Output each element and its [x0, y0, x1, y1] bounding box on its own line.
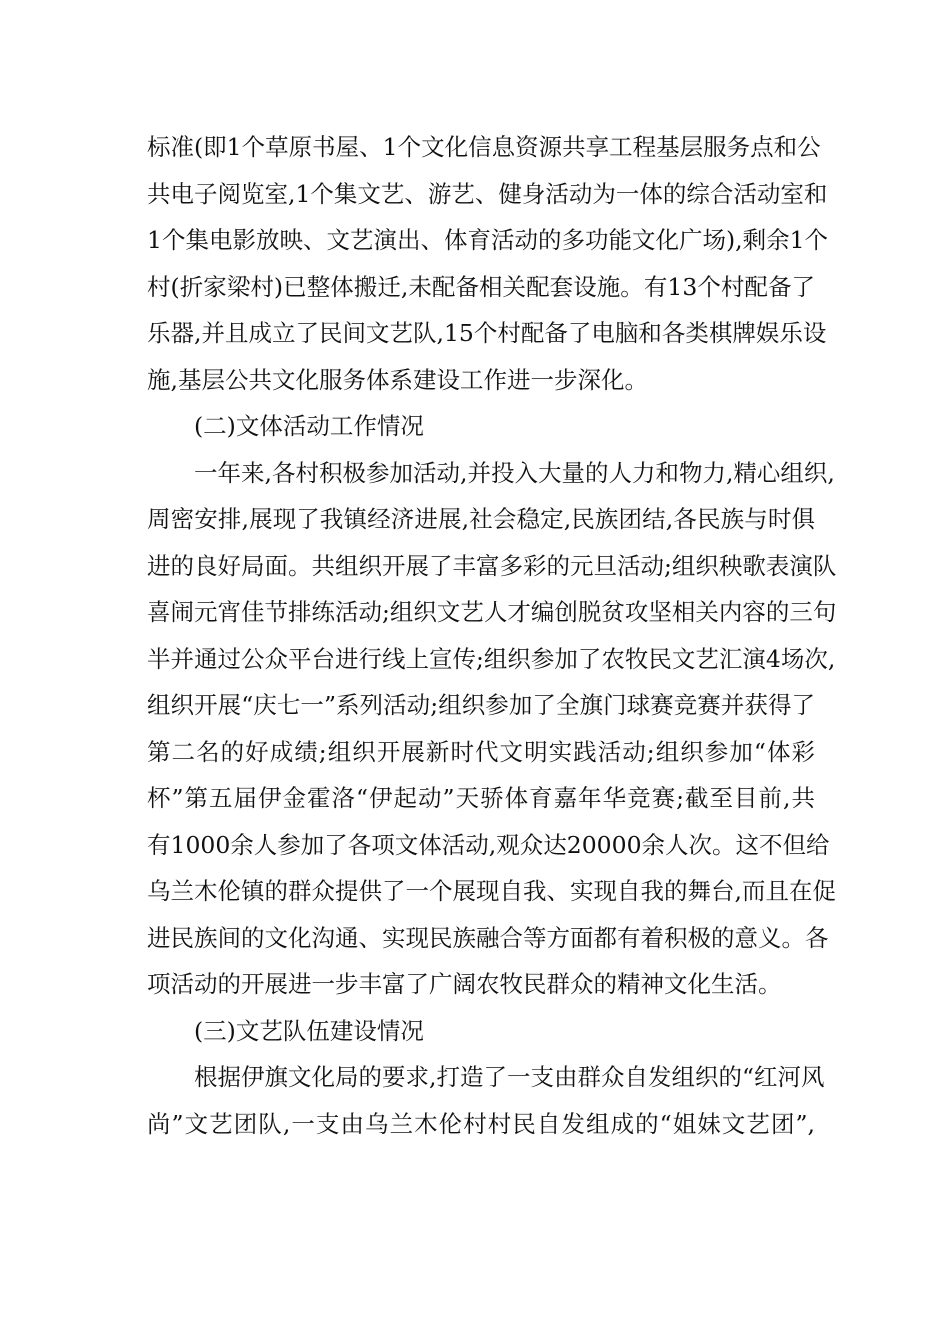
text-line: 标准(即1个草原书屋、1个文化信息资源共享工程基层服务点和公 [147, 133, 821, 161]
text-line: 根据伊旗文化局的要求,打造了一支由群众自发组织的“红河风 [194, 1063, 825, 1091]
text-line: 杯”第五届伊金霍洛“伊起动”天骄体育嘉年华竞赛;截至目前,共 [147, 784, 815, 812]
text-line: 喜闹元宵佳节排练活动;组织文艺人才编创脱贫攻坚相关内容的三句 [147, 598, 837, 626]
text-line: 组织开展“庆七一”系列活动;组织参加了全旗门球赛竞赛并获得了 [147, 691, 815, 719]
text-line: 有1000余人参加了各项文体活动,观众达20000余人次。这不但给 [147, 830, 830, 859]
text-line: 共电子阅览室,1个集文艺、游艺、健身活动为一体的综合活动室和 [147, 179, 828, 208]
text-line: 半并通过公众平台进行线上宣传;组织参加了农牧民文艺汇演4场次, [147, 644, 836, 673]
text-line: 第二名的好成绩;组织开展新时代文明实践活动;组织参加“体彩 [147, 737, 815, 766]
section-heading: (二)文体活动工作情况 [194, 412, 424, 440]
text-line: 一年来,各村积极参加活动,并投入大量的人力和物力,精心组织, [194, 458, 835, 487]
text-line: 项活动的开展进一步丰富了广阔农牧民群众的精神文化生活。 [147, 970, 782, 998]
text-line: 周密安排,展现了我镇经济进展,社会稳定,民族团结,各民族与时俱 [147, 505, 815, 533]
text-line: 进的良好局面。共组织开展了丰富多彩的元旦活动;组织秧歌表演队 [147, 551, 837, 580]
section-heading: (三)文艺队伍建设情况 [194, 1016, 424, 1045]
text-line: 乐器,并且成立了民间文艺队,15个村配备了电脑和各类棋牌娱乐设 [147, 319, 827, 347]
text-line: 乌兰木伦镇的群众提供了一个展现自我、实现自我的舞台,而且在促 [147, 877, 836, 905]
text-line: 1个集电影放映、文艺演出、体育活动的多功能文化广场),剩余1个 [147, 226, 829, 254]
text-line: 进民族间的文化沟通、实现民族融合等方面都有着积极的意义。各 [147, 923, 829, 952]
text-line: 尚”文艺团队,一支由乌兰木伦村村民自发组成的“姐妹文艺团”, [147, 1109, 815, 1138]
text-line: 施,基层公共文化服务体系建设工作进一步深化。 [147, 365, 648, 394]
text-line: 村(折家梁村)已整体搬迁,未配备相关配套设施。有13个村配备了 [147, 272, 815, 301]
body-text [147, 124, 837, 1147]
